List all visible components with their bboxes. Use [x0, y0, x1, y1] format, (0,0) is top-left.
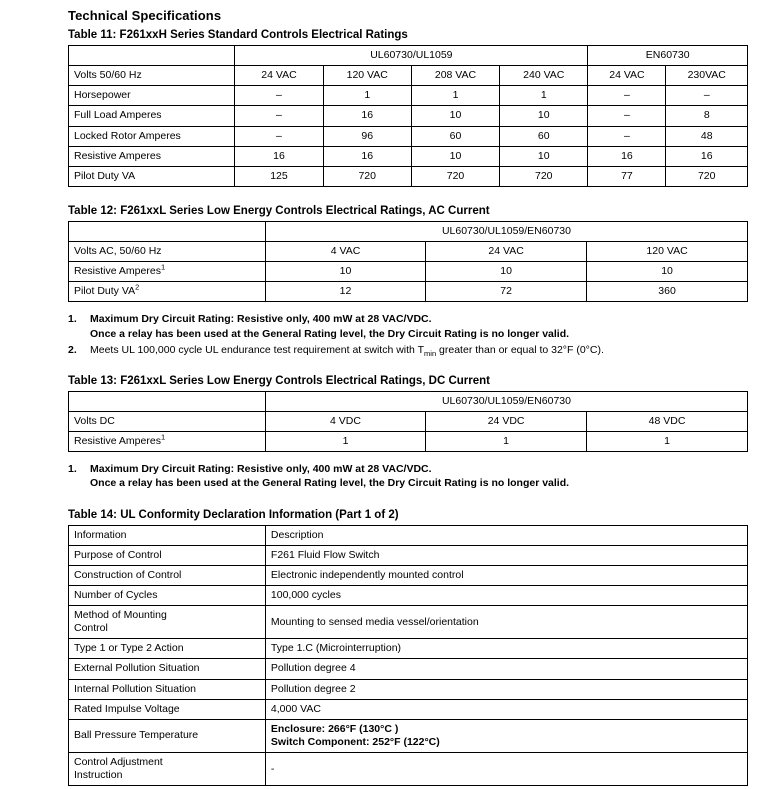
table11-cell: 1	[500, 86, 588, 106]
table11-cell: 10	[500, 146, 588, 166]
table14-row-label	[69, 606, 266, 639]
table11-corner-cell	[69, 46, 235, 66]
table11-cell: 720	[666, 166, 748, 186]
table-row	[69, 46, 748, 66]
table11-row-label: Resistive Amperes	[69, 146, 235, 166]
table11-cell: –	[235, 106, 323, 126]
table14-row-value: Type 1.C (Microinterruption)	[265, 639, 747, 659]
table11-row-label: Pilot Duty VA	[69, 166, 235, 186]
table12-col-header-2: 24 VAC	[426, 242, 587, 262]
table14-row-value: -	[265, 753, 747, 786]
table14-row-label-line1: Method of Mounting	[74, 609, 167, 622]
table-row	[69, 525, 748, 545]
table11-cell: 16	[323, 106, 411, 126]
table14-row-label: Construction of Control	[69, 565, 266, 585]
table11-cell: 60	[411, 126, 499, 146]
table11-col-header-0: Volts 50/60 Hz	[69, 66, 235, 86]
table14-row-value: Pollution degree 2	[265, 679, 747, 699]
table13-cell: 1	[265, 432, 425, 452]
note-line: Maximum Dry Circuit Rating: Resistive only, 400 mW at 28 VAC/VDC.	[90, 463, 432, 476]
table14-row-value: F261 Fluid Flow Switch	[265, 545, 747, 565]
table-row	[69, 432, 748, 452]
note-number: 1.	[68, 313, 77, 326]
table-row	[69, 221, 748, 241]
table11-cell: 16	[235, 146, 323, 166]
table11-row-label: Locked Rotor Amperes	[69, 126, 235, 146]
table13-notes	[68, 462, 748, 490]
table12-row-label-text: Pilot Duty VA	[74, 285, 136, 298]
table-row	[69, 262, 748, 282]
table11-cell: 10	[411, 146, 499, 166]
table14-row-label: Number of Cycles	[69, 585, 266, 605]
note-line: Once a relay has been used at the General Rating level, the Dry Circuit Rating is no longer valid.	[90, 477, 570, 490]
table13-col-header-0: Volts DC	[69, 412, 266, 432]
note-text	[90, 343, 748, 357]
note-line: Maximum Dry Circuit Rating: Resistive only, 400 mW at 28 VAC/VDC.	[90, 313, 432, 326]
table14-row-label: Internal Pollution Situation	[69, 679, 266, 699]
table11-cell: –	[588, 106, 666, 126]
table11-cell: 77	[588, 166, 666, 186]
table11-group-header-en: EN60730	[588, 46, 748, 66]
table11-col-header-1: 24 VAC	[235, 66, 323, 86]
table13-cell: 1	[426, 432, 587, 452]
document-body	[68, 0, 748, 786]
table12-row-label-text: Resistive Amperes	[74, 265, 161, 278]
table12-cell: 10	[426, 262, 587, 282]
table12-caption: Table 12: F261xxL Series Low Energy Controls Electrical Ratings, AC Current	[68, 204, 490, 217]
table11-cell: –	[588, 126, 666, 146]
table11-cell: 48	[666, 126, 748, 146]
table12-col-header-0: Volts AC, 50/60 Hz	[69, 242, 266, 262]
table-row	[69, 659, 748, 679]
table11-cell: –	[235, 86, 323, 106]
table11-cell: 720	[323, 166, 411, 186]
table-row	[69, 753, 748, 786]
table11-group-header-ul: UL60730/UL1059	[235, 46, 588, 66]
table11-cell: –	[588, 86, 666, 106]
table11-col-header-3: 208 VAC	[411, 66, 499, 86]
table11-cell: 96	[323, 126, 411, 146]
table11-cell: 60	[500, 126, 588, 146]
table13-row-label-text: Resistive Amperes	[74, 435, 161, 448]
table11-cell: 1	[323, 86, 411, 106]
table-row	[69, 565, 748, 585]
table-row	[69, 86, 748, 106]
table-row	[69, 606, 748, 639]
table12-col-header-1: 4 VAC	[265, 242, 425, 262]
table11-cell: 720	[500, 166, 588, 186]
table-row	[69, 412, 748, 432]
table12-group-header: UL60730/UL1059/EN60730	[265, 221, 747, 241]
table14-row-label: Rated Impulse Voltage	[69, 699, 266, 719]
note-text	[90, 462, 748, 490]
table11	[68, 45, 748, 187]
table12-cell: 360	[587, 282, 748, 302]
table-row	[69, 242, 748, 262]
table13-col-header-3: 48 VDC	[587, 412, 748, 432]
note-number: 1.	[68, 463, 77, 476]
table12-corner-cell	[69, 221, 266, 241]
table13	[68, 391, 748, 452]
table11-cell: 16	[323, 146, 411, 166]
table-row	[69, 585, 748, 605]
table12-col-header-3: 120 VAC	[587, 242, 748, 262]
table-row	[69, 126, 748, 146]
table11-cell: 125	[235, 166, 323, 186]
table14-row-value-line2: Switch Component: 252°F (122°C)	[270, 735, 440, 748]
table14-row-value: Pollution degree 4	[265, 659, 747, 679]
note-item	[68, 462, 748, 490]
table11-col-header-2: 120 VAC	[323, 66, 411, 86]
table14-row-label: Type 1 or Type 2 Action	[69, 639, 266, 659]
table14-row-value: Electronic independently mounted control	[265, 565, 747, 585]
table14-row-value	[265, 719, 747, 752]
table-row	[69, 679, 748, 699]
table11-col-header-5: 24 VAC	[588, 66, 666, 86]
table13-caption: Table 13: F261xxL Series Low Energy Controls Electrical Ratings, DC Current	[68, 374, 491, 387]
note-line: Meets UL 100,000 cycle UL endurance test requirement at switch with $T_{min}$ greater than or equal to 32°F (0°C).	[90, 343, 604, 358]
table12-row-label	[69, 282, 266, 302]
table14-caption: Table 14: UL Conformity Declaration Information (Part 1 of 2)	[68, 508, 399, 521]
note-item	[68, 343, 748, 357]
table12-cell: 72	[426, 282, 587, 302]
table11-cell: 16	[588, 146, 666, 166]
table14-row-label	[69, 753, 266, 786]
note-text	[90, 312, 748, 340]
table-row	[69, 639, 748, 659]
table13-row-label	[69, 432, 266, 452]
table14-row-value-line1: Enclosure: 266°F (130°C )	[270, 722, 399, 735]
table11-cell: 16	[666, 146, 748, 166]
table12-cell: 10	[587, 262, 748, 282]
table14-col-header-0: Information	[69, 525, 266, 545]
table14-row-label: External Pollution Situation	[69, 659, 266, 679]
table14-row-value: 4,000 VAC	[265, 699, 747, 719]
table14-row-value: Mounting to sensed media vessel/orientation	[265, 606, 747, 639]
table14-row-label-line2: Instruction	[74, 769, 123, 782]
table12-cell: 12	[265, 282, 425, 302]
table11-col-header-6: 230VAC	[666, 66, 748, 86]
table12-cell: 10	[265, 262, 425, 282]
table14-row-label: Purpose of Control	[69, 545, 266, 565]
table14-row-label-line1: Control Adjustment	[74, 756, 163, 769]
table-row	[69, 282, 748, 302]
footnote-marker: 1	[160, 432, 166, 442]
table-row	[69, 699, 748, 719]
table-row	[69, 391, 748, 411]
note-number: 2.	[68, 343, 77, 356]
table11-cell: 1	[411, 86, 499, 106]
table-row	[69, 106, 748, 126]
table14-row-label-line2: Control	[74, 622, 108, 635]
footnote-marker: 1	[160, 262, 166, 272]
table-row	[69, 545, 748, 565]
table-row	[69, 166, 748, 186]
table14-col-header-1: Description	[265, 525, 747, 545]
table11-cell: 10	[500, 106, 588, 126]
table11-cell: 8	[666, 106, 748, 126]
table-row	[69, 719, 748, 752]
table11-col-header-4: 240 VAC	[500, 66, 588, 86]
table11-cell: –	[666, 86, 748, 106]
table-row	[69, 66, 748, 86]
note-line: Once a relay has been used at the General Rating level, the Dry Circuit Rating is no longer valid.	[90, 327, 570, 340]
table11-cell: –	[235, 126, 323, 146]
table13-cell: 1	[587, 432, 748, 452]
table13-corner-cell	[69, 391, 266, 411]
table11-caption: Table 11: F261xxH Series Standard Controls Electrical Ratings	[68, 29, 408, 41]
table13-col-header-1: 4 VDC	[265, 412, 425, 432]
table11-row-label: Horsepower	[69, 86, 235, 106]
table13-group-header: UL60730/UL1059/EN60730	[265, 391, 747, 411]
table14-row-value: 100,000 cycles	[265, 585, 747, 605]
table12	[68, 221, 748, 303]
page-title: Technical Specifications	[68, 8, 222, 23]
table11-row-label: Full Load Amperes	[69, 106, 235, 126]
table13-col-header-2: 24 VDC	[426, 412, 587, 432]
table11-cell: 720	[411, 166, 499, 186]
table14	[68, 525, 748, 787]
table14-row-label: Ball Pressure Temperature	[69, 719, 266, 752]
subscript-min: min	[424, 348, 437, 358]
note-item	[68, 312, 748, 340]
table-row	[69, 146, 748, 166]
table12-notes	[68, 312, 748, 357]
footnote-marker: 2	[135, 282, 140, 292]
table12-row-label	[69, 262, 266, 282]
table11-cell: 10	[411, 106, 499, 126]
